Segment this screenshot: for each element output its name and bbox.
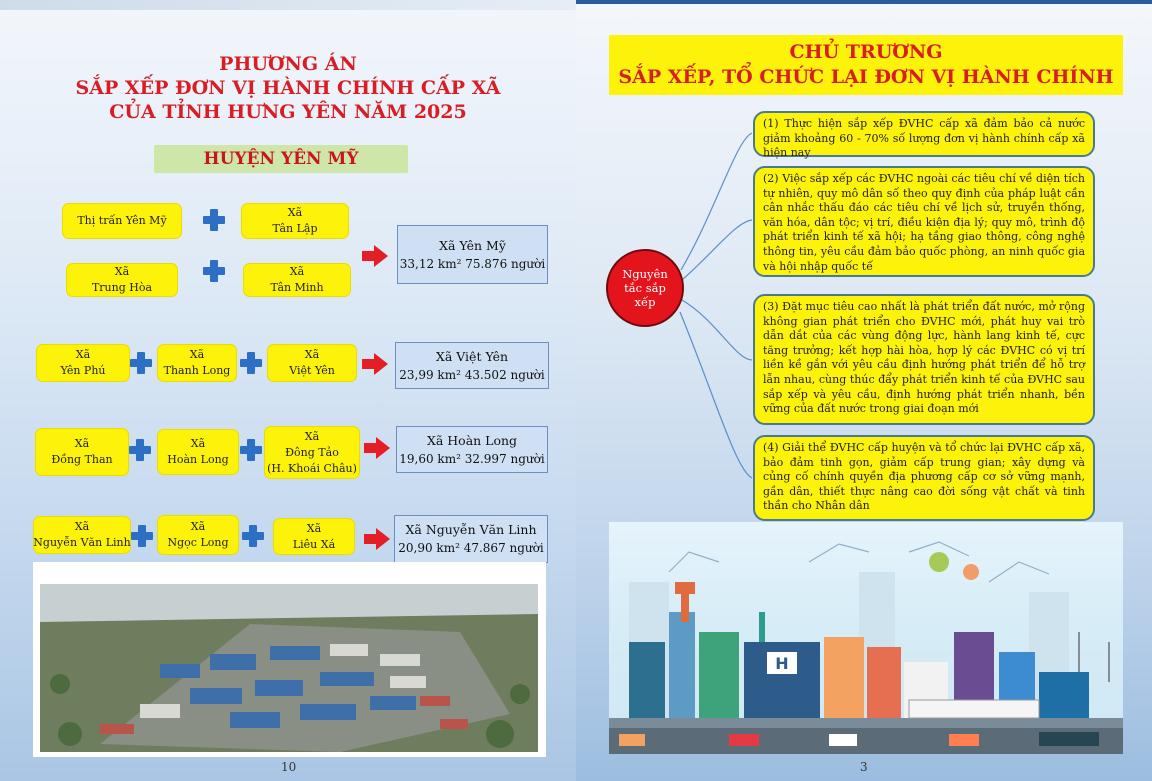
commune-type: Xã [304, 429, 320, 443]
commune-box [33, 516, 131, 554]
result-commune-box [394, 515, 548, 563]
plus-icon [240, 352, 262, 374]
district-heading: HUYỆN YÊN MỸ [154, 145, 408, 173]
title-line: SẮP XẾP, TỔ CHỨC LẠI ĐƠN VỊ HÀNH CHÍNH [618, 66, 1114, 88]
principle-text: (2) Việc sắp xếp các ĐVHC ngoài các tiêu chí về diện tích tự nhiên, quy mô dân số theo quy định của pháp luật cần cân nhắc thấu đáo các tiêu chí về lịch sử, truyền thống, văn hóa, dân tộc; vị trí, điều kiện địa lý; quy mô, trình độ phát triển kinh tế xã hội; hạ tầng giao thông, công nghệ thông tin, yêu cầu đảm bảo quốc phòng, an ninh quốc gia và hội nhập quốc tế [763, 172, 1085, 273]
city-skyline [609, 522, 1123, 754]
page-number: 10 [281, 760, 297, 774]
industrial-park-illustration [40, 584, 538, 752]
plus-icon [242, 525, 264, 547]
commune-box [264, 426, 360, 479]
commune-name: Nguyễn Văn Linh [33, 536, 131, 549]
title-line: CỦA TỈNH HƯNG YÊN NĂM 2025 [109, 101, 467, 123]
result-name: Xã Việt Yên [435, 348, 509, 364]
plus-icon [203, 260, 225, 282]
commune-type: Xã [190, 437, 206, 450]
commune-type: Xã [289, 265, 305, 278]
commune-box [66, 263, 178, 297]
commune-name: Thanh Long [163, 364, 231, 377]
photo-content [40, 584, 538, 752]
principle-text: (3) Đặt mục tiêu cao nhất là phát triển đất nước, mở rộng không gian phát triển cho ĐVHC mới, phát huy vai trò dẫn dắt của các vùng động lực, hành lang kinh tế, cực tăng trưởng; kết hợp hài hòa, hợp lý các ĐVHC có vị trí liền kề gắn với yêu cầu định hướng phát triển để hỗ trợ lẫn nhau, cùng thúc đẩy phát triển kinh tế của ĐVHC sau sắp xếp và yêu cầu, định hướng phát triển nhanh, bền vững của đất nước trong giai đoạn mới [763, 300, 1085, 416]
commune-name: Đông Tảo [285, 445, 339, 459]
result-stats: 19,60 km² 32.997 người [399, 451, 545, 466]
result-stats: 20,90 km² 47.867 người [398, 541, 544, 555]
page-number: 3 [860, 760, 868, 774]
commune-box [243, 263, 351, 297]
arrow-right-icon [362, 353, 388, 375]
commune-type: Xã [74, 437, 90, 450]
arrow-right-icon [364, 437, 390, 459]
result-name: Xã Nguyễn Văn Linh [405, 522, 537, 537]
left-page-title [0, 52, 576, 124]
aerial-industrial-photo [33, 562, 546, 757]
commune-type: Xã [190, 520, 206, 533]
building-sign: H [775, 654, 789, 673]
principles-circle [606, 249, 684, 327]
commune-name: Liêu Xá [292, 537, 336, 551]
plus-icon [130, 352, 152, 374]
plus-icon [240, 439, 262, 461]
commune-name: Thị trấn Yên Mỹ [77, 214, 167, 227]
circle-label: Nguyên tắc sắp xếp [622, 267, 668, 309]
commune-name: Tân Lập [272, 222, 318, 235]
commune-name: Việt Yên [289, 364, 335, 377]
commune-box [273, 518, 355, 555]
plus-icon [129, 439, 151, 461]
principle-box-2 [753, 166, 1095, 277]
commune-name: Yên Phú [60, 364, 106, 377]
result-commune-box [397, 225, 548, 284]
commune-box [267, 344, 357, 382]
commune-type: Xã [74, 520, 90, 533]
commune-type: Xã [306, 521, 322, 535]
principle-text: (1) Thực hiện sắp xếp ĐVHC cấp xã đảm bảo cả nước giảm khoảng 60 - 70% số lượng đơn vị hành chính cấp xã hiện nay [763, 117, 1085, 160]
principle-box-4 [753, 435, 1095, 521]
commune-type: Xã [287, 206, 303, 219]
result-commune-box [395, 342, 549, 389]
principle-box-3 [753, 294, 1095, 425]
commune-box [36, 344, 130, 382]
plus-icon [203, 209, 225, 231]
commune-type: Xã [189, 348, 205, 361]
right-page [576, 0, 1152, 781]
result-name: Xã Hoàn Long [426, 432, 518, 448]
commune-box [241, 203, 349, 239]
commune-box [157, 344, 237, 382]
commune-box [62, 203, 182, 239]
commune-type: Xã [304, 348, 320, 361]
commune-type: Xã [114, 265, 130, 278]
principle-text: (4) Giải thể ĐVHC cấp huyện và tổ chức lại ĐVHC cấp xã, bảo đảm tinh gọn, giảm cấp trung gian; xây dựng và củng cố chính quyền địa phương cấp cơ sở vững mạnh, gần dân, thiết thực nâng cao đời sống vật chất và tinh thần cho Nhân dân [763, 441, 1085, 513]
commune-type: Xã [75, 348, 91, 361]
result-stats: 23,99 km² 43.502 người [399, 367, 545, 382]
commune-name: Hoàn Long [167, 453, 229, 466]
commune-name: Tân Minh [270, 281, 324, 294]
commune-name: Trung Hòa [91, 281, 153, 294]
principle-box-1 [753, 111, 1095, 160]
smart-city-illustration [609, 522, 1123, 754]
result-stats: 33,12 km² 75.876 người [399, 256, 546, 271]
commune-box [157, 515, 239, 555]
commune-note: (H. Khoái Châu) [267, 461, 357, 475]
arrow-right-icon [364, 528, 390, 550]
commune-name: Ngọc Long [167, 536, 229, 549]
result-commune-box [396, 426, 548, 473]
commune-box [157, 429, 239, 475]
commune-name: Đồng Than [51, 453, 113, 466]
result-name: Xã Yên Mỹ [439, 237, 506, 253]
top-band [0, 0, 576, 10]
commune-box [35, 428, 129, 476]
plus-icon [131, 525, 153, 547]
arrow-right-icon [362, 245, 388, 267]
title-line: PHƯƠNG ÁN [219, 53, 357, 75]
title-line: SẮP XẾP ĐƠN VỊ HÀNH CHÍNH CẤP XÃ [75, 77, 501, 99]
title-line: CHỦ TRƯƠNG [789, 41, 943, 63]
